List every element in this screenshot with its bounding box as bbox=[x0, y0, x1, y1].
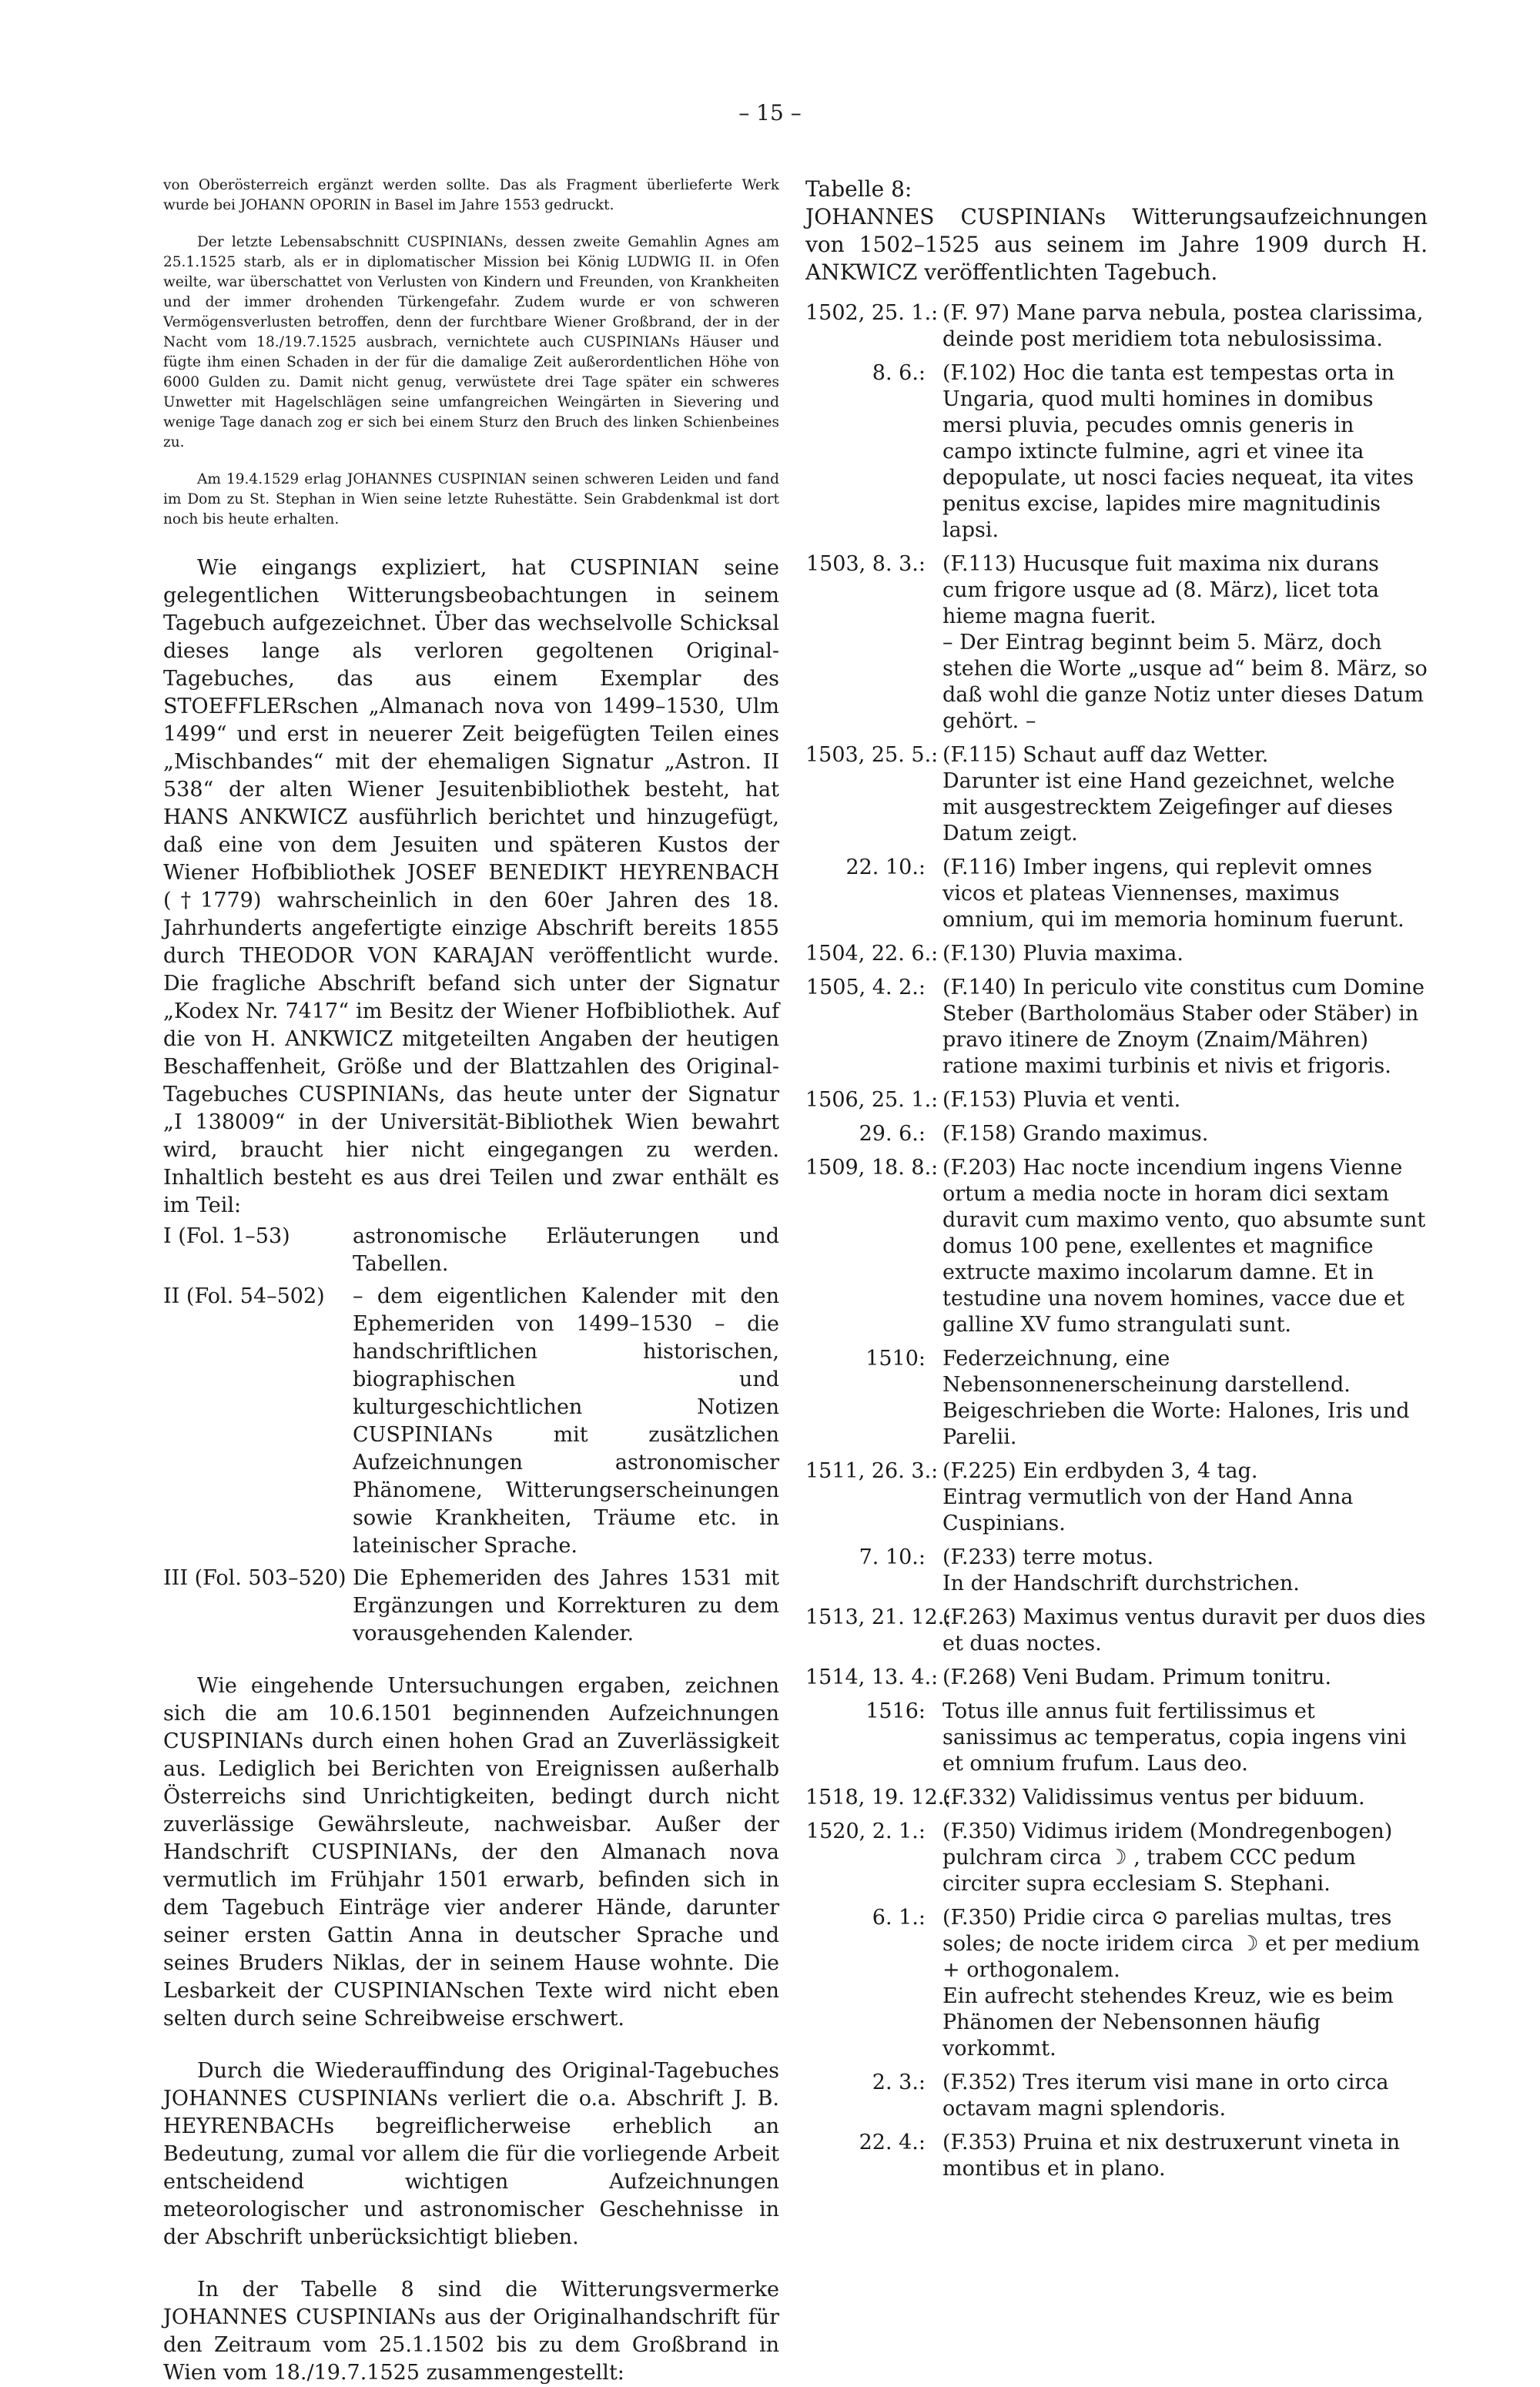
entry-line: – Der Eintrag beginnt beim 5. März, doch stehen die Worte „usque ad“ beim 8. März, so daß wohl die ganze Notiz unter dieses Datum gehört. – bbox=[942, 631, 1428, 733]
body-paragraph-2: Wie eingehende Untersuchungen ergaben, zeichnen sich die am 10.6.1501 beginnenden Aufzeichnungen CUSPINIANs durch einen hohen Grad an Zuverlässigkeit aus. Lediglich bei Berichten von Ereignissen außerhalb Österreichs sind Unrichtigkeiten, bedingt durch nicht zuverlässige Gewährsleute, nachweisbar. Außer der Handschrift CUSPINIANs, der den Almanach nova vermutlich im Frühjahr 1501 erwarb, befinden sich in dem Tagebuch Einträge vier anderer Hände, darunter seiner ersten Gattin Anna in deutscher Sprache und seines Bruders Niklas, der in seinem Hause wohnte. Die Lesbarkeit der CUSPINIANschen Texte wird nicht eben selten durch seine Schreibweise erschwert. bbox=[163, 1674, 779, 2030]
part-label: I (Fol. 1–53) bbox=[163, 1224, 290, 1248]
entry-date: 2. 3.: bbox=[872, 2071, 926, 2094]
entry-text bbox=[942, 300, 1428, 353]
entry-text bbox=[942, 551, 1428, 735]
body-paragraph-4: In der Tabelle 8 sind die Witterungsvermerke JOHANNES CUSPINIANs aus der Originalhandschrift für den Zeitraum vom 25.1.1502 bis zu dem Großbrand in Wien vom 18./19.7.1525 zusammengestellt: bbox=[163, 2278, 779, 2385]
entry-line: (F.158) Grando maximus. bbox=[942, 1122, 1209, 1146]
entry-text bbox=[942, 975, 1428, 1080]
weather-entry bbox=[805, 1346, 1428, 1451]
entry-text bbox=[942, 1819, 1428, 1897]
entry-text bbox=[942, 1699, 1428, 1777]
entry-date: 1503, 8. 3.: bbox=[805, 552, 926, 576]
entry-date: 6. 1.: bbox=[872, 1906, 926, 1930]
entry-text bbox=[942, 1545, 1428, 1597]
entry-date: 1511, 26. 3.: bbox=[805, 1459, 939, 1483]
weather-entry bbox=[805, 300, 1428, 353]
entry-line: (F.140) In periculo vite constitus cum Domine Steber (Bartholomäus Staber oder Stäber) in pravo itinere de Znoym (Znaim/Mähren) ratione maximi turbinis et nivis et frigoris. bbox=[942, 976, 1425, 1078]
entry-text bbox=[942, 2070, 1428, 2122]
entry-text bbox=[942, 1665, 1428, 1691]
right-column bbox=[805, 176, 1428, 2190]
weather-entry bbox=[805, 1121, 1428, 1147]
weather-entry bbox=[805, 1785, 1428, 1811]
entry-line: (F.353) Pruina et nix destruxerunt vineta in montibus et in plano. bbox=[942, 2131, 1401, 2181]
entry-text bbox=[942, 1458, 1428, 1537]
weather-entry bbox=[805, 360, 1428, 544]
entry-text bbox=[942, 1121, 1428, 1147]
weather-entry bbox=[805, 1905, 1428, 2062]
entry-line: (F.113) Hucusque fuit maxima nix durans cum frigore usque ad (8. März), licet tota hieme magna fuerit. bbox=[942, 552, 1379, 628]
weather-entry bbox=[805, 1155, 1428, 1338]
entry-date: 1503, 25. 5.: bbox=[805, 743, 939, 767]
entry-text bbox=[942, 360, 1428, 544]
entry-line: (F.130) Pluvia maxima. bbox=[942, 942, 1183, 966]
weather-entry bbox=[805, 1699, 1428, 1777]
entry-line: (F.203) Hac nocte incendium ingens Vienne ortum a media nocte in horam dici sextam duravit cum maximo vento, quo absumte sunt domus 100 pene, exellentes et magnifice extructe maximo incolarum damne. Et in testudine una novem homines, vacce due et galline XV fumo strangulati sunt. bbox=[942, 1156, 1426, 1337]
part-item bbox=[163, 1283, 779, 1560]
entry-text bbox=[942, 855, 1428, 933]
entry-line: (F.116) Imber ingens, qui replevit omnes vicos et plateas Viennenses, maximus omnium, qui im memoria hominum fuerunt. bbox=[942, 855, 1404, 932]
entry-date: 1504, 22. 6.: bbox=[805, 942, 939, 966]
weather-entry bbox=[805, 1087, 1428, 1113]
entry-text bbox=[942, 1785, 1428, 1811]
entry-line: (F. 97) Mane parva nebula, postea clarissima, deinde post meridiem tota nebulosissima. bbox=[942, 301, 1424, 351]
weather-entry bbox=[805, 855, 1428, 933]
page-number: – 15 – bbox=[738, 100, 802, 126]
body-paragraph-3: Durch die Wiederauffindung des Original-Tagebuches JOHANNES CUSPINIANs verliert die o.a. Abschrift J. B. HEYRENBACHs begreiflicherweise erheblich an Bedeutung, zumal vor allem die für die vorliegende Arbeit entscheidend wichtigen Aufzeichnungen meteorologischer und astronomischer Geschehnisse in der Abschrift unberücksichtigt blieben. bbox=[163, 2059, 779, 2249]
part-description: – dem eigentlichen Kalender mit den Ephemeriden von 1499–1530 – die handschriftlichen historischen, biographischen und kulturgeschichtlichen Notizen CUSPINIANs mit zusätzlichen Aufzeichnungen astronomischer Phänomene, Witterungserscheinungen sowie Krankheiten, Träume etc. in lateinischer Sprache. bbox=[353, 1284, 779, 1558]
entry-line: (F.268) Veni Budam. Primum tonitru. bbox=[942, 1666, 1332, 1689]
entry-line: (F.225) Ein erdbyden 3, 4 tag. bbox=[942, 1459, 1258, 1483]
entry-date: 1514, 13. 4.: bbox=[805, 1666, 939, 1689]
entry-date: 1502, 25. 1.: bbox=[805, 301, 939, 325]
entry-date: 7. 10.: bbox=[859, 1545, 926, 1569]
table-title: Tabelle 8: bbox=[805, 176, 912, 202]
weather-entry bbox=[805, 1458, 1428, 1537]
entry-date: 22. 4.: bbox=[859, 2131, 926, 2154]
part-description: astronomische Erläuterungen und Tabellen. bbox=[353, 1224, 779, 1276]
small-paragraph-2: Der letzte Lebensabschnitt CUSPINIANs, dessen zweite Gemahlin Agnes am 25.1.1525 starb, als er in diplomatischer Mission bei König LUDWIG II. in Ofen weilte, war überschattet von Verlusten von Kindern und Freunden, von Krankheiten und der immer drohenden Türkengefahr. Zudem wurde er von schweren Vermögensverlusten betroffen, denn der furchtbare Wiener Großbrand, der in der Nacht vom 18./19.7.1525 ausbrach, vernichtete auch CUSPINIANs Häuser und fügte ihm einen Schaden in der für die damalige Zeit außerordentlichen Höhe von 6000 Gulden zu. Damit nicht genug, verwüstete drei Tage später ein schweres Unwetter mit Hagelschlägen seine umfangreichen Weingärten in Sievering und wenige Tage danach zog er sich bei einem Sturz den Bruch des linken Schienbeines zu. bbox=[163, 234, 779, 450]
entry-line: Darunter ist eine Hand gezeichnet, welche mit ausgestrecktem Zeigefinger auf dieses Datum zeigt. bbox=[942, 769, 1395, 845]
small-paragraph-3: Am 19.4.1529 erlag JOHANNES CUSPINIAN seinen schweren Leiden und fand im Dom zu St. Stephan in Wien seine letzte Ruhestätte. Sein Grabdenkmal ist dort noch bis heute erhalten. bbox=[163, 471, 779, 527]
left-column bbox=[163, 176, 779, 2387]
entry-text bbox=[942, 1605, 1428, 1657]
weather-entry bbox=[805, 975, 1428, 1080]
entry-date: 1513, 21. 12.: bbox=[805, 1605, 952, 1629]
part-item bbox=[163, 1223, 779, 1278]
weather-entry bbox=[805, 742, 1428, 847]
entry-date: 1516: bbox=[865, 1699, 926, 1723]
table-caption: JOHANNES CUSPINIANs Witterungsaufzeichnungen von 1502–1525 aus seinem im Jahre 1909 durch H. ANKWICZ veröffentlichten Tagebuch. bbox=[805, 204, 1428, 285]
entry-date: 22. 10.: bbox=[845, 855, 926, 879]
parts-list bbox=[163, 1223, 779, 1648]
entry-line: (F.352) Tres iterum visi mane in orto circa octavam magni splendoris. bbox=[942, 2071, 1389, 2121]
entry-line: (F.233) terre motus. bbox=[942, 1545, 1154, 1569]
entry-text bbox=[942, 1905, 1428, 2062]
entry-date: 1506, 25. 1.: bbox=[805, 1088, 939, 1112]
entry-date: 1520, 2. 1.: bbox=[805, 1820, 926, 1843]
entry-date: 29. 6.: bbox=[859, 1122, 926, 1146]
entry-line: (F.350) Pridie circa ⊙ parelias multas, tres soles; de nocte iridem circa ☽ et per medium + orthogonalem. bbox=[942, 1906, 1420, 1982]
weather-entry bbox=[805, 551, 1428, 735]
entry-text bbox=[942, 1346, 1428, 1451]
weather-entry bbox=[805, 1665, 1428, 1691]
entry-line: In der Handschrift durchstrichen. bbox=[942, 1572, 1300, 1595]
part-description: Die Ephemeriden des Jahres 1531 mit Ergänzungen und Korrekturen zu dem vorausgehenden Kalender. bbox=[353, 1566, 779, 1645]
entry-line: (F.102) Hoc die tanta est tempestas orta in Ungaria, quod multi homines in domibus mersi pluvia, pecudes omnis generis in campo ixtincte fulmine, agri et vinee ita depopulate, ut nosci facies nequeat, ita vites penitus excise, lapides mire magnitudinis lapsi. bbox=[942, 361, 1414, 542]
part-label: III (Fol. 503–520) bbox=[163, 1566, 346, 1590]
entry-text bbox=[942, 1087, 1428, 1113]
entry-date: 1518, 19. 12.: bbox=[805, 1786, 952, 1810]
entry-date: 1509, 18. 8.: bbox=[805, 1156, 939, 1180]
weather-entries bbox=[805, 300, 1428, 2182]
entry-line: Totus ille annus fuit fertilissimus et sanissimus ac temperatus, copia ingens vini et omnium frufum. Laus deo. bbox=[942, 1699, 1407, 1776]
entry-date: 1510: bbox=[865, 1347, 926, 1371]
entry-line: Federzeichnung, eine Nebensonnenerscheinung darstellend. Beigeschrieben die Worte: Halones, Iris und Parelii. bbox=[942, 1347, 1410, 1449]
entry-text bbox=[942, 2130, 1428, 2182]
entry-date: 8. 6.: bbox=[872, 361, 926, 385]
entry-line: Eintrag vermutlich von der Hand Anna Cuspinians. bbox=[942, 1485, 1354, 1535]
weather-entry bbox=[805, 2070, 1428, 2122]
part-label: II (Fol. 54–502) bbox=[163, 1284, 325, 1308]
weather-entry bbox=[805, 1545, 1428, 1597]
entry-line: (F.263) Maximus ventus duravit per duos dies et duas noctes. bbox=[942, 1605, 1426, 1656]
entry-text bbox=[942, 742, 1428, 847]
entry-date: 1505, 4. 2.: bbox=[805, 976, 926, 999]
entry-line: (F.153) Pluvia et venti. bbox=[942, 1088, 1181, 1112]
weather-entry bbox=[805, 1819, 1428, 1897]
entry-line: Ein aufrecht stehendes Kreuz, wie es beim Phänomen der Nebensonnen häufig vorkommt. bbox=[942, 1984, 1394, 2061]
entry-text bbox=[942, 941, 1428, 967]
body-paragraph-1: Wie eingangs expliziert, hat CUSPINIAN seine gelegentlichen Witterungsbeobachtungen in seinem Tagebuch aufgezeichnet. Über das wechselvolle Schicksal dieses lange als verloren gegoltenen Original-Tagebuches, das aus einem Exemplar des STOEFFLERschen „Almanach nova von 1499–1530, Ulm 1499“ und erst in neuerer Zeit beigefügten Teilen eines „Mischbandes“ mit der ehemaligen Signatur „Astron. II 538“ der alten Wiener Jesuitenbibliothek besteht, hat HANS ANKWICZ ausführlich berichtet und hinzugefügt, daß eine von dem Jesuiten und späteren Kustos der Wiener Hofbibliothek JOSEF BENEDIKT HEYRENBACH (†1779) wahrscheinlich in den 60er Jahren des 18. Jahrhunderts angefertigte einzige Abschrift bereits 1855 durch THEODOR VON KARAJAN veröffentlicht wurde. Die fragliche Abschrift befand sich unter der Signatur „Kodex Nr. 7417“ im Besitz der Wiener Hofbibliothek. Auf die von H. ANKWICZ mitgeteilten Angaben der heutigen Beschaffenheit, Größe und der Blattzahlen des Original-Tagebuches CUSPINIANs, das heute unter der Signatur „I 138009“ in der Universität-Bibliothek Wien bewahrt wird, braucht hier nicht eingegangen zu werden. Inhaltlich besteht es aus drei Teilen und zwar enthält es im Teil: bbox=[163, 556, 779, 1217]
entry-line: (F.115) Schaut auff daz Wetter. bbox=[942, 743, 1269, 767]
entry-line: (F.350) Vidimus iridem (Mondregenbogen) pulchram circa ☽ , trabem CCC pedum circiter supra ecclesiam S. Stephani. bbox=[942, 1820, 1393, 1896]
entry-line: (F.332) Validissimus ventus per biduum. bbox=[942, 1786, 1365, 1810]
weather-entry bbox=[805, 2130, 1428, 2182]
weather-entry bbox=[805, 941, 1428, 967]
weather-entry bbox=[805, 1605, 1428, 1657]
entry-text bbox=[942, 1155, 1428, 1338]
part-item bbox=[163, 1565, 779, 1648]
small-paragraph-1: von Oberösterreich ergänzt werden sollte. Das als Fragment überlieferte Werk wurde bei JOHANN OPORIN in Basel im Jahre 1553 gedruckt. bbox=[163, 177, 779, 213]
